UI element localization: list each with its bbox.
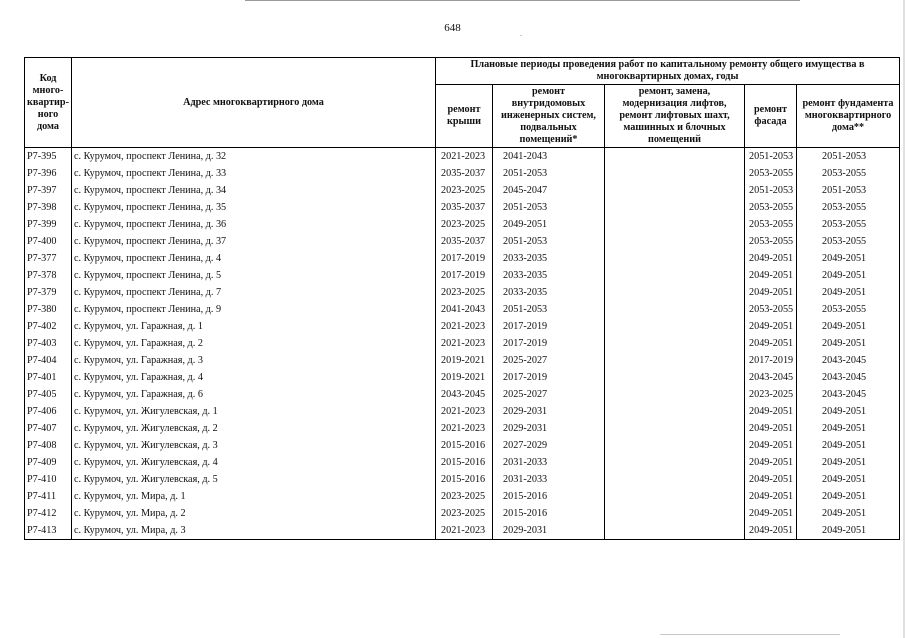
cell-foundation: 2053-2055 xyxy=(797,233,900,250)
table-row xyxy=(25,420,900,437)
cell-elevators xyxy=(605,386,745,403)
cell-engineering: 2051-2053 xyxy=(493,165,605,182)
cell-engineering: 2033-2035 xyxy=(493,284,605,301)
cell-code: Р7-403 xyxy=(25,335,72,352)
cell-address: с. Курумоч, ул. Гаражная, д. 6 xyxy=(72,386,436,403)
cell-engineering: 2031-2033 xyxy=(493,471,605,488)
cell-facade: 2053-2055 xyxy=(745,199,797,216)
cell-foundation: 2049-2051 xyxy=(797,471,900,488)
cell-facade: 2053-2055 xyxy=(745,301,797,318)
cell-roof: 2021-2023 xyxy=(436,318,493,335)
cell-roof: 2021-2023 xyxy=(436,148,493,166)
cell-code: Р7-404 xyxy=(25,352,72,369)
header-engineering: ремонт внутридомовых инженерных систем, подвальных помещений* xyxy=(493,85,605,148)
cell-facade: 2049-2051 xyxy=(745,284,797,301)
cell-code: Р7-407 xyxy=(25,420,72,437)
cell-elevators xyxy=(605,301,745,318)
cell-elevators xyxy=(605,335,745,352)
cell-engineering: 2033-2035 xyxy=(493,250,605,267)
cell-code: Р7-413 xyxy=(25,522,72,540)
cell-facade: 2049-2051 xyxy=(745,250,797,267)
cell-code: Р7-399 xyxy=(25,216,72,233)
header-elevators: ремонт, замена, модернизация лифтов, ремонт лифтовых шахт, машинных и блочных помещений xyxy=(605,85,745,148)
cell-engineering: 2051-2053 xyxy=(493,233,605,250)
cell-address: с. Курумоч, проспект Ленина, д. 9 xyxy=(72,301,436,318)
cell-roof: 2023-2025 xyxy=(436,488,493,505)
cell-engineering: 2031-2033 xyxy=(493,454,605,471)
cell-foundation: 2049-2051 xyxy=(797,454,900,471)
cell-code: Р7-402 xyxy=(25,318,72,335)
cell-foundation: 2043-2045 xyxy=(797,352,900,369)
cell-address: с. Курумоч, ул. Гаражная, д. 4 xyxy=(72,369,436,386)
cell-roof: 2035-2037 xyxy=(436,165,493,182)
cell-facade: 2053-2055 xyxy=(745,233,797,250)
cell-roof: 2015-2016 xyxy=(436,437,493,454)
cell-code: Р7-379 xyxy=(25,284,72,301)
table-row xyxy=(25,182,900,199)
cell-elevators xyxy=(605,437,745,454)
cell-foundation: 2049-2051 xyxy=(797,488,900,505)
table-row xyxy=(25,216,900,233)
cell-facade: 2051-2053 xyxy=(745,148,797,166)
cell-elevators xyxy=(605,165,745,182)
cell-code: Р7-378 xyxy=(25,267,72,284)
cell-address: с. Курумоч, ул. Жигулевская, д. 2 xyxy=(72,420,436,437)
top-border-line xyxy=(245,0,800,1)
cell-elevators xyxy=(605,233,745,250)
cell-code: Р7-411 xyxy=(25,488,72,505)
cell-elevators xyxy=(605,369,745,386)
cell-engineering: 2015-2016 xyxy=(493,488,605,505)
cell-address: с. Курумоч, ул. Гаражная, д. 2 xyxy=(72,335,436,352)
cell-facade: 2049-2051 xyxy=(745,267,797,284)
table-row xyxy=(25,318,900,335)
cell-roof: 2019-2021 xyxy=(436,369,493,386)
cell-facade: 2049-2051 xyxy=(745,522,797,540)
cell-elevators xyxy=(605,199,745,216)
cell-code: Р7-405 xyxy=(25,386,72,403)
cell-address: с. Курумоч, проспект Ленина, д. 32 xyxy=(72,148,436,166)
cell-facade: 2049-2051 xyxy=(745,420,797,437)
table-row xyxy=(25,335,900,352)
cell-facade: 2017-2019 xyxy=(745,352,797,369)
cell-elevators xyxy=(605,182,745,199)
table-row xyxy=(25,199,900,216)
table-row xyxy=(25,454,900,471)
cell-code: Р7-408 xyxy=(25,437,72,454)
cell-foundation: 2049-2051 xyxy=(797,437,900,454)
cell-address: с. Курумоч, проспект Ленина, д. 37 xyxy=(72,233,436,250)
header-facade: ремонт фасада xyxy=(745,85,797,148)
cell-engineering: 2051-2053 xyxy=(493,301,605,318)
cell-roof: 2019-2021 xyxy=(436,352,493,369)
cell-engineering: 2029-2031 xyxy=(493,403,605,420)
cell-engineering: 2017-2019 xyxy=(493,369,605,386)
header-address: Адрес многоквартирного дома xyxy=(72,58,436,148)
cell-foundation: 2053-2055 xyxy=(797,165,900,182)
cell-facade: 2051-2053 xyxy=(745,182,797,199)
cell-roof: 2023-2025 xyxy=(436,505,493,522)
cell-foundation: 2049-2051 xyxy=(797,420,900,437)
cell-roof: 2017-2019 xyxy=(436,267,493,284)
cell-elevators xyxy=(605,403,745,420)
cell-roof: 2041-2043 xyxy=(436,301,493,318)
table-row xyxy=(25,386,900,403)
cell-elevators xyxy=(605,488,745,505)
cell-elevators xyxy=(605,352,745,369)
cell-facade: 2049-2051 xyxy=(745,318,797,335)
cell-engineering: 2033-2035 xyxy=(493,267,605,284)
table-row xyxy=(25,284,900,301)
cell-roof: 2017-2019 xyxy=(436,250,493,267)
cell-address: с. Курумоч, проспект Ленина, д. 33 xyxy=(72,165,436,182)
bottom-scan-line xyxy=(660,634,840,635)
cell-foundation: 2049-2051 xyxy=(797,522,900,540)
cell-roof: 2015-2016 xyxy=(436,454,493,471)
cell-address: с. Курумоч, ул. Гаражная, д. 3 xyxy=(72,352,436,369)
cell-engineering: 2015-2016 xyxy=(493,505,605,522)
cell-foundation: 2043-2045 xyxy=(797,369,900,386)
scan-speck: . xyxy=(520,29,522,38)
cell-engineering: 2017-2019 xyxy=(493,335,605,352)
table-row xyxy=(25,148,900,166)
cell-facade: 2049-2051 xyxy=(745,454,797,471)
cell-elevators xyxy=(605,454,745,471)
cell-facade: 2049-2051 xyxy=(745,403,797,420)
cell-elevators xyxy=(605,522,745,540)
cell-code: Р7-377 xyxy=(25,250,72,267)
cell-address: с. Курумоч, проспект Ленина, д. 7 xyxy=(72,284,436,301)
header-periods-group: Плановые периоды проведения работ по капитальному ремонту общего имущества в многоквартирных домах, годы xyxy=(436,58,900,85)
cell-address: с. Курумоч, ул. Мира, д. 3 xyxy=(72,522,436,540)
cell-facade: 2049-2051 xyxy=(745,471,797,488)
table-row xyxy=(25,250,900,267)
table-row xyxy=(25,165,900,182)
page-number: 648 xyxy=(444,22,461,34)
table-row xyxy=(25,471,900,488)
cell-engineering: 2027-2029 xyxy=(493,437,605,454)
cell-engineering: 2051-2053 xyxy=(493,199,605,216)
cell-code: Р7-398 xyxy=(25,199,72,216)
cell-address: с. Курумоч, проспект Ленина, д. 36 xyxy=(72,216,436,233)
cell-foundation: 2049-2051 xyxy=(797,318,900,335)
cell-engineering: 2045-2047 xyxy=(493,182,605,199)
cell-roof: 2035-2037 xyxy=(436,233,493,250)
cell-code: Р7-401 xyxy=(25,369,72,386)
cell-address: с. Курумоч, проспект Ленина, д. 34 xyxy=(72,182,436,199)
cell-engineering: 2029-2031 xyxy=(493,420,605,437)
cell-roof: 2035-2037 xyxy=(436,199,493,216)
table-row xyxy=(25,403,900,420)
cell-foundation: 2049-2051 xyxy=(797,250,900,267)
cell-elevators xyxy=(605,216,745,233)
table-row xyxy=(25,267,900,284)
cell-elevators xyxy=(605,318,745,335)
table-row xyxy=(25,369,900,386)
cell-roof: 2021-2023 xyxy=(436,403,493,420)
cell-address: с. Курумоч, ул. Мира, д. 2 xyxy=(72,505,436,522)
cell-facade: 2049-2051 xyxy=(745,335,797,352)
cell-roof: 2023-2025 xyxy=(436,216,493,233)
cell-foundation: 2049-2051 xyxy=(797,267,900,284)
cell-code: Р7-406 xyxy=(25,403,72,420)
cell-roof: 2021-2023 xyxy=(436,522,493,540)
cell-engineering: 2025-2027 xyxy=(493,386,605,403)
cell-facade: 2053-2055 xyxy=(745,216,797,233)
cell-elevators xyxy=(605,505,745,522)
cell-roof: 2021-2023 xyxy=(436,335,493,352)
cell-address: с. Курумоч, проспект Ленина, д. 35 xyxy=(72,199,436,216)
cell-address: с. Курумоч, ул. Гаражная, д. 1 xyxy=(72,318,436,335)
cell-foundation: 2053-2055 xyxy=(797,199,900,216)
cell-roof: 2015-2016 xyxy=(436,471,493,488)
cell-elevators xyxy=(605,284,745,301)
cell-foundation: 2051-2053 xyxy=(797,182,900,199)
cell-facade: 2049-2051 xyxy=(745,505,797,522)
cell-code: Р7-380 xyxy=(25,301,72,318)
cell-code: Р7-397 xyxy=(25,182,72,199)
cell-elevators xyxy=(605,420,745,437)
table-row xyxy=(25,522,900,540)
cell-foundation: 2051-2053 xyxy=(797,148,900,166)
capital-repair-table xyxy=(24,57,900,540)
cell-facade: 2053-2055 xyxy=(745,165,797,182)
cell-roof: 2023-2025 xyxy=(436,182,493,199)
header-code: Код много-квартир-ного дома xyxy=(25,58,72,148)
cell-engineering: 2029-2031 xyxy=(493,522,605,540)
table-row xyxy=(25,352,900,369)
cell-code: Р7-409 xyxy=(25,454,72,471)
cell-code: Р7-410 xyxy=(25,471,72,488)
cell-engineering: 2017-2019 xyxy=(493,318,605,335)
cell-foundation: 2053-2055 xyxy=(797,216,900,233)
cell-roof: 2023-2025 xyxy=(436,284,493,301)
cell-facade: 2049-2051 xyxy=(745,437,797,454)
cell-foundation: 2043-2045 xyxy=(797,386,900,403)
cell-foundation: 2049-2051 xyxy=(797,505,900,522)
cell-engineering: 2025-2027 xyxy=(493,352,605,369)
cell-engineering: 2049-2051 xyxy=(493,216,605,233)
cell-foundation: 2049-2051 xyxy=(797,284,900,301)
cell-address: с. Курумоч, проспект Ленина, д. 4 xyxy=(72,250,436,267)
cell-address: с. Курумоч, ул. Жигулевская, д. 4 xyxy=(72,454,436,471)
cell-code: Р7-400 xyxy=(25,233,72,250)
cell-elevators xyxy=(605,267,745,284)
cell-foundation: 2053-2055 xyxy=(797,301,900,318)
cell-address: с. Курумоч, ул. Мира, д. 1 xyxy=(72,488,436,505)
cell-elevators xyxy=(605,148,745,166)
cell-roof: 2021-2023 xyxy=(436,420,493,437)
cell-roof: 2043-2045 xyxy=(436,386,493,403)
table-row xyxy=(25,437,900,454)
cell-facade: 2049-2051 xyxy=(745,488,797,505)
cell-code: Р7-412 xyxy=(25,505,72,522)
header-roof: ремонт крыши xyxy=(436,85,493,148)
table-row xyxy=(25,488,900,505)
cell-address: с. Курумоч, проспект Ленина, д. 5 xyxy=(72,267,436,284)
cell-address: с. Курумоч, ул. Жигулевская, д. 3 xyxy=(72,437,436,454)
table-row xyxy=(25,233,900,250)
cell-facade: 2023-2025 xyxy=(745,386,797,403)
cell-code: Р7-396 xyxy=(25,165,72,182)
cell-engineering: 2041-2043 xyxy=(493,148,605,166)
table-body xyxy=(25,148,900,540)
cell-elevators xyxy=(605,250,745,267)
cell-address: с. Курумоч, ул. Жигулевская, д. 1 xyxy=(72,403,436,420)
table-row xyxy=(25,301,900,318)
header-foundation: ремонт фундамента многоквартирного дома** xyxy=(797,85,900,148)
cell-foundation: 2049-2051 xyxy=(797,403,900,420)
cell-address: с. Курумоч, ул. Жигулевская, д. 5 xyxy=(72,471,436,488)
cell-foundation: 2049-2051 xyxy=(797,335,900,352)
cell-code: Р7-395 xyxy=(25,148,72,166)
cell-elevators xyxy=(605,471,745,488)
table-row xyxy=(25,505,900,522)
cell-facade: 2043-2045 xyxy=(745,369,797,386)
